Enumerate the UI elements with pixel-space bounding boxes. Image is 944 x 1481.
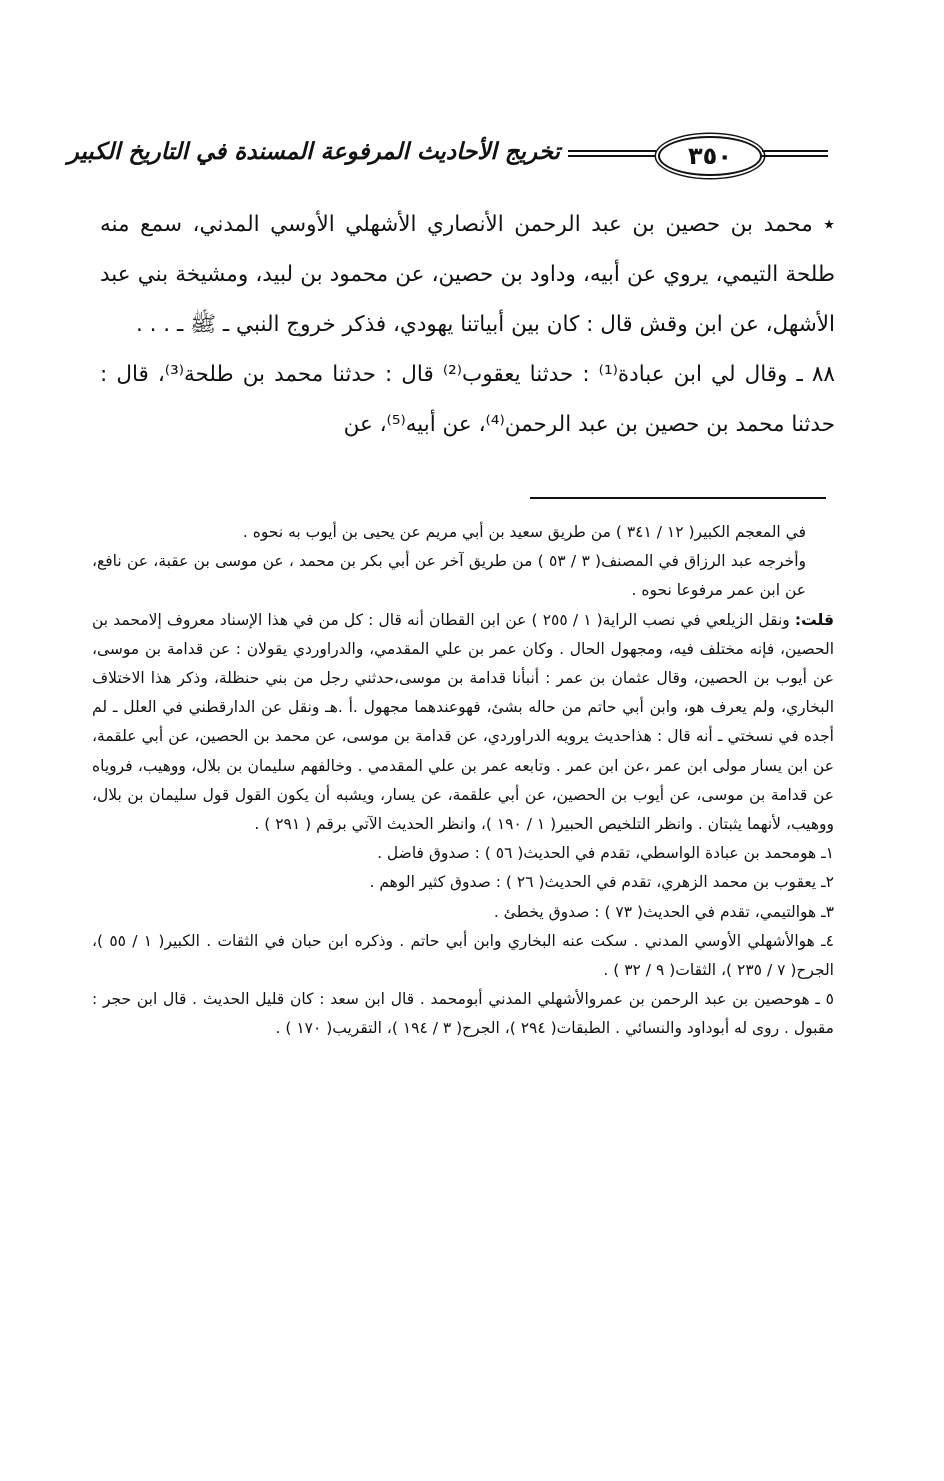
comment-label: قلت: bbox=[794, 610, 835, 629]
comment-text: ونقل الزيلعي في نصب الراية( ١ / ٢٥٥ ) عن ابن القطان أنه قال : كل من في هذا الإسناد معروف إلامحمد بن الحصين، فإنه مختلف فيه، ومجهول الحال . وكان عمر بن علي المقدمي، والدراوردي يقولان : عن قدامة بن موسى، عن أيوب بن الحصين، وقال عثمان بن عمر : أنبأنا قدامة بن موسى،حدثني رجل من بني حنظلة، وذكر هذا الاختلاف البخاري، ولم يعرف هو، وابن أبي حاتم من حاله بشئ، فهوعندهما مجهول .أ .هـ ونقل عن الدارقطني في العلل ـ لم أجده في نسختي ـ أنه قال : هذاحديث يرويه الدراوردي، عن قدامة بن موسى، عن محمد بن الحصين، عن أبي علقمة، عن ابن يسار مولى ابن عمر ،عن ابن عمر . وتابعه عمر بن علي المقدمي . وخالفهم سليمان بن بلال، ووهيب، فروياه عن قدامة بن موسى، عن أيوب بن الحصين، عن أبي علقمة، عن يسار، ويشبه أن يكون القول قول سليمان بن بلال، ووهيب، لأنهما يثبتان . وانظر التلخيص الحبير( ١ / ١٩٠ )، وانظر الحديث الآتي برقم ( ٢٩١ ) . bbox=[92, 610, 834, 834]
hadith-88: ٨٨ ـ وقال لي ابن عبادة⁽¹⁾ : حدثنا يعقوب⁽²⁾ قال : حدثنا محمد بن طلحة⁽³⁾، قال : حدثنا محمد بن حصين بن عبد الرحمن⁽⁴⁾، عن أبيه⁽⁵⁾، عن bbox=[100, 362, 835, 437]
footnote-comment bbox=[92, 606, 834, 840]
page-number: ٣٥٠ bbox=[658, 136, 762, 176]
footnote-5: ٥ ـ هوحصين بن عبد الرحمن بن عمروالأشهلي المدني أبومحمد . قال ابن سعد : كان قليل الحديث . قال ابن حجر : مقبول . روى له أبوداود والنسائي . الطبقات( ٢٩٤ )، الجرح( ٣ / ١٩٤ )، التقريب( ١٧٠ ) . bbox=[92, 990, 834, 1038]
footnote-continued-2: وأخرجه عبد الرزاق في المصنف( ٣ / ٥٣ ) من طريق آخر عن أبي بكر بن محمد ، عن موسى بن عقبة، عن نافع، عن ابن عمر مرفوعا نحوه . bbox=[92, 552, 806, 600]
entry-star-icon: ٭ bbox=[823, 212, 835, 237]
header-rule-right bbox=[762, 150, 828, 157]
footnote-1: ١ـ هومحمد بن عبادة الواسطي، تقدم في الحديث( ٥٦ ) : صدوق فاضل . bbox=[377, 844, 834, 863]
footnote-separator bbox=[530, 497, 826, 499]
header-rule-left bbox=[568, 150, 656, 157]
main-text bbox=[100, 200, 835, 450]
footnote-4: ٤ـ هوالأشهلي الأوسي المدني . سكت عنه البخاري وابن أبي حاتم . وذكره ابن حبان في الثقات . الكبير( ١ / ٥٥ )، الجرح( ٧ / ٢٣٥ )، الثقات( ٩ / ٣٢ ) . bbox=[92, 931, 834, 980]
page-header bbox=[67, 130, 830, 182]
footnotes bbox=[92, 518, 834, 1044]
footnote-2: ٢ـ يعقوب بن محمد الزهري، تقدم في الحديث( ٢٦ ) : صدوق كثير الوهم . bbox=[369, 873, 834, 892]
footnote-continued-1: في المعجم الكبير( ١٢ / ٣٤١ ) من طريق سعيد بن أبي مريم عن يحيى بن أيوب به نحوه . bbox=[242, 523, 806, 541]
narrator-entry-text: محمد بن حصين بن عبد الرحمن الأنصاري الأشهلي الأوسي المدني، سمع منه طلحة التيمي، يروي عن أبيه، وداود بن حصين، عن محمود بن لبيد، ومشيخة بني عبد الأشهل، عن ابن وقش قال : كان بين أبياتنا يهودي، فذكر خروج النبي ـ ﷺ ـ . . . bbox=[100, 212, 835, 337]
running-title: تخريج الأحاديث المرفوعة المسندة في التاريخ الكبير bbox=[67, 138, 560, 165]
narrator-entry bbox=[100, 200, 835, 350]
footnote-3: ٣ـ هوالتيمي، تقدم في الحديث( ٧٣ ) : صدوق يخطئ . bbox=[493, 902, 834, 921]
